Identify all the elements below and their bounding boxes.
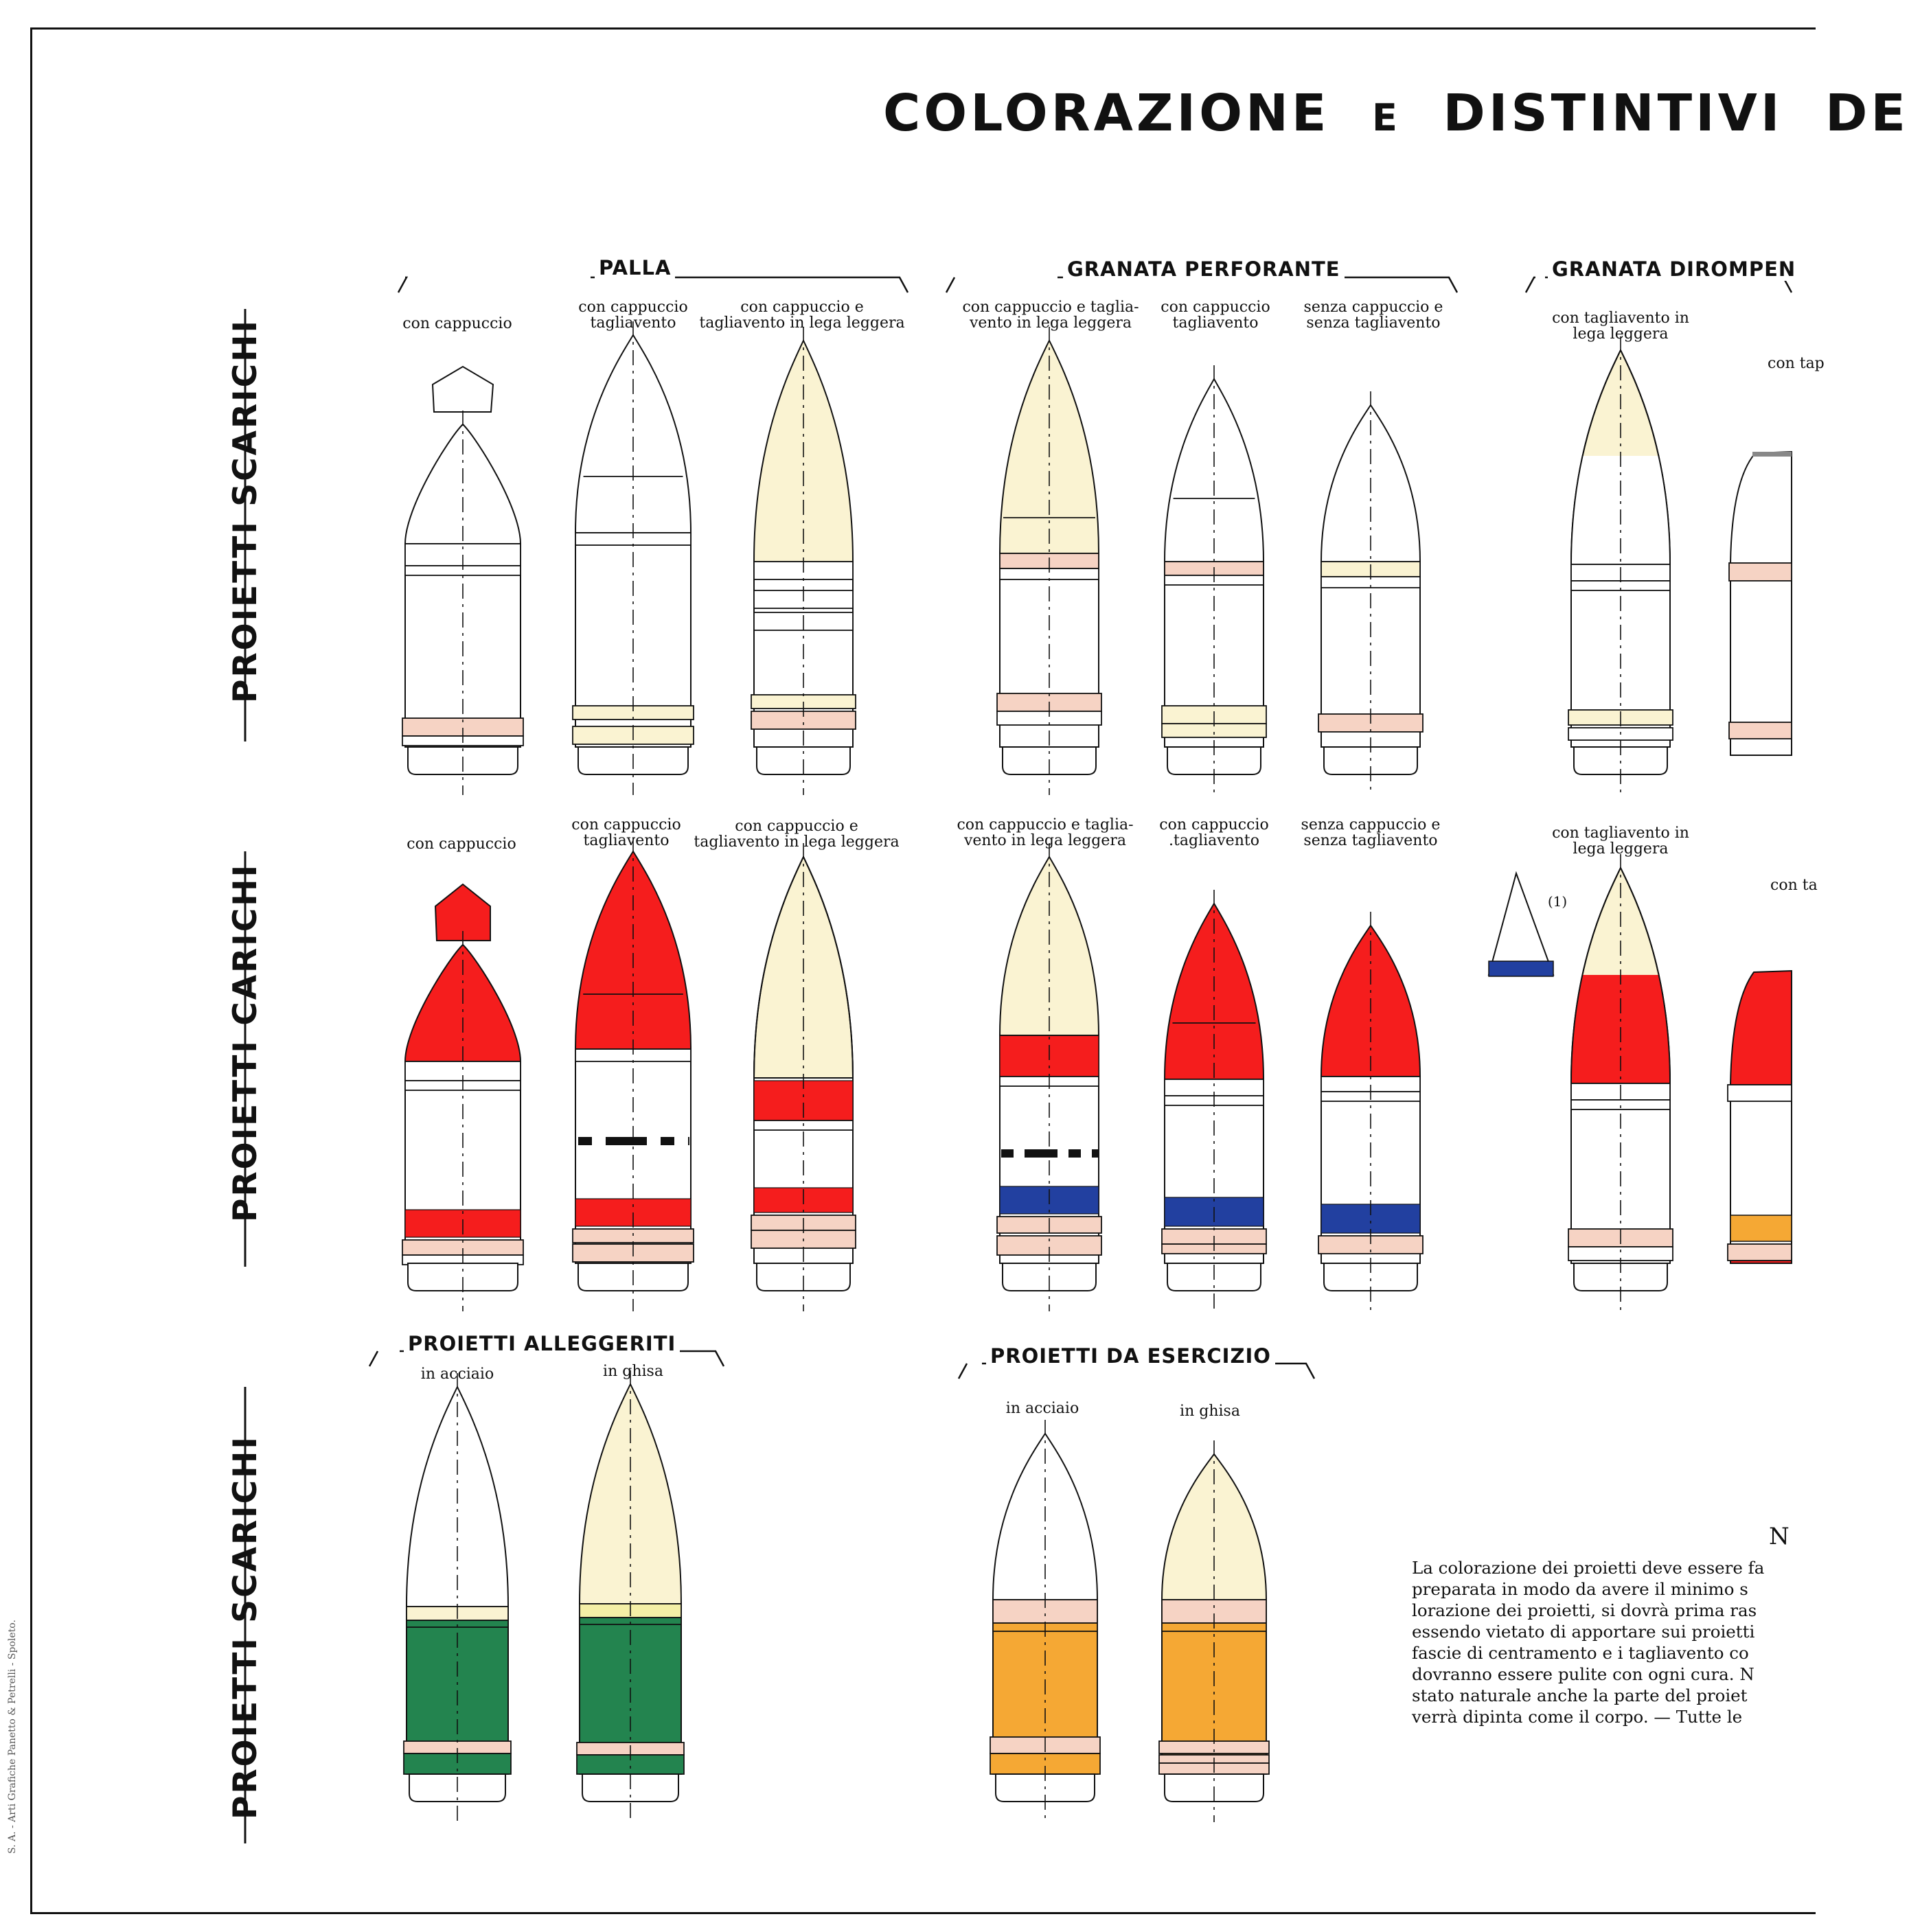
r2-detached-tip xyxy=(1489,873,1553,975)
r1-p8-ring xyxy=(1729,563,1792,581)
caption-r3-esercizio-acciaio: in acciaio xyxy=(1005,1400,1079,1417)
bracket-palla xyxy=(591,277,908,292)
r1-p1-cap xyxy=(433,367,493,412)
row-label-carichi: PROIETTI CARICHI xyxy=(227,862,264,1222)
bracket-esercizio xyxy=(959,1364,967,1379)
caption-r2-5: con cappuccio .tagliavento xyxy=(1159,816,1269,849)
caption-r1-5: con cappuccio tagliavento xyxy=(1161,299,1270,332)
caption-r1-8: con tap xyxy=(1768,355,1825,372)
notes-line: La colorazione dei proietti deve essere fa xyxy=(1412,1558,1765,1578)
r2-detached-tip-band xyxy=(1489,961,1553,976)
caption-r2-1: con cappuccio xyxy=(407,836,516,853)
notes-heading: N xyxy=(1769,1523,1791,1550)
caption-r3-ghisa: in ghisa xyxy=(603,1363,663,1380)
caption-r3-esercizio-ghisa: in ghisa xyxy=(1180,1403,1240,1420)
notes-line: verrà dipinta come il corpo. — Tutte le xyxy=(1412,1707,1743,1727)
group-title-alleggeriti: PROIETTI ALLEGGERITI xyxy=(404,1332,680,1355)
page-title: COLORAZIONE E DISTINTIVI DE xyxy=(883,84,1909,143)
r2-p8-ring xyxy=(1728,1085,1792,1101)
caption-r3-acciaio: in acciaio xyxy=(420,1366,494,1383)
bracket-granata-perforante xyxy=(946,277,954,292)
r1-p8-ring2 xyxy=(1729,722,1792,739)
bracket-palla xyxy=(398,277,407,292)
caption-r2-3: con cappuccio e tagliavento in lega leggera xyxy=(694,818,900,851)
row-label-scarichi-2: PROIETTI SCARICHI xyxy=(227,1435,264,1819)
note-mark: (1) xyxy=(1547,893,1568,910)
caption-r2-2: con cappuccio tagliavento xyxy=(571,816,681,849)
notes-line: preparata in modo da avere il minimo s xyxy=(1412,1579,1748,1599)
notes-line: lorazione dei proietti, si dovrà prima ras xyxy=(1412,1600,1757,1620)
caption-r1-7: con tagliavento in lega leggera xyxy=(1552,310,1689,343)
bracket-granata-dirompente xyxy=(1526,277,1535,292)
caption-r1-4: con cappuccio e taglia- vento in lega leggera xyxy=(962,299,1139,332)
caption-r2-8: con ta xyxy=(1770,877,1818,894)
r1-p8-crown xyxy=(1752,452,1792,457)
notes-line: essendo vietato di apportare sui proietti xyxy=(1412,1622,1755,1642)
r1-p8-partial xyxy=(1730,452,1792,755)
notes-line: stato naturale anche la parte del proiet xyxy=(1412,1686,1748,1705)
notes-line: fascie di centramento e i tagliavento co xyxy=(1412,1643,1749,1663)
group-title-palla: PALLA xyxy=(595,256,675,279)
r2-p8-band xyxy=(1730,1215,1792,1241)
printer-imprint: S. A. - Arti Grafiche Panetto & Petrelli - Spoleto. xyxy=(7,1620,18,1854)
caption-r2-4: con cappuccio e taglia- vento in lega leggera xyxy=(957,816,1134,849)
notes-line: dovranno essere pulite con ogni cura. N xyxy=(1412,1664,1754,1684)
group-title-esercizio: PROIETTI DA ESERCIZIO xyxy=(986,1344,1275,1368)
bracket-alleggeriti xyxy=(369,1351,378,1366)
row-label-scarichi-1: PROIETTI SCARICHI xyxy=(227,319,264,703)
caption-r1-1: con cappuccio xyxy=(402,315,512,332)
caption-r2-7: con tagliavento in lega leggera xyxy=(1552,825,1689,858)
caption-r1-3: con cappuccio e tagliavento in lega leggera xyxy=(699,299,905,332)
notes-text xyxy=(1412,1557,1796,1727)
caption-r1-6: senza cappuccio e senza tagliavento xyxy=(1303,299,1443,332)
group-title-granata-dirompente: GRANATA DIROMPEN xyxy=(1548,257,1800,281)
r2-p8-ring2 xyxy=(1728,1244,1792,1261)
group-title-granata-perforante: GRANATA PERFORANTE xyxy=(1063,257,1345,281)
caption-r1-2: con cappuccio tagliavento xyxy=(578,299,688,332)
caption-r2-6: senza cappuccio e senza tagliavento xyxy=(1301,816,1441,849)
